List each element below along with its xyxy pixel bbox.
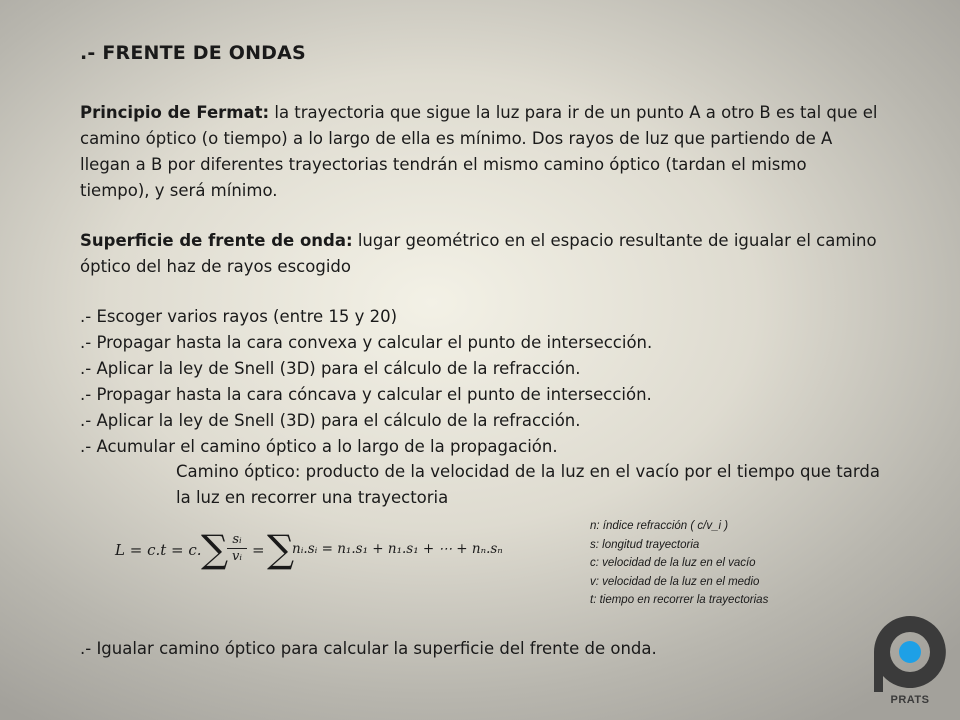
legend-item: t: tiempo en recorrer la trayectorias [590,594,769,606]
step-item: .- Aplicar la ley de Snell (3D) para el cálculo de la refracción. [80,411,581,430]
prats-logo-icon [870,612,950,694]
step-item: .- Acumular el camino óptico a lo largo de la propagación. [80,437,558,456]
steps-list [80,304,880,460]
sum-symbol: ∑ [201,527,229,571]
formula-terms: nᵢ.sᵢ = n₁.s₁ + n₁.s₁ + ⋯ + nₙ.sₙ [292,541,503,557]
prats-logo [870,612,950,716]
legend-item: s: longitud trayectoria [590,538,700,551]
sum-symbol: ∑ [267,527,295,571]
superficie-paragraph [80,228,880,280]
superficie-text: lugar geométrico en el espacio resultante de igualar el camino óptico del haz de rayos escogido [80,231,877,276]
logo-text: PRATS [890,694,930,706]
fermat-text: la trayectoria que sigue la luz para ir de un punto A a otro B es tal que el camino óptico (o tiempo) a lo largo de ella es mínimo. Dos rayos de luz que partiendo de A llegan a B por diferentes trayectorias tendrán el mismo camino óptico (tardan el mismo tiempo), y será mínimo. [80,103,878,200]
step-item: .- Propagar hasta la cara convexa y calcular el punto de intersección. [80,333,653,352]
superficie-label: Superficie de frente de onda: [80,231,353,250]
optical-path-formula [115,525,575,585]
fraction-numerator: sᵢ [232,532,242,547]
legend-item: v: velocidad de la luz en el medio [590,575,760,588]
step-item: .- Escoger varios rayos (entre 15 y 20) [80,307,398,326]
formula-equals: = [252,541,265,559]
final-step: .- Igualar camino óptico para calcular la superficie del frente de onda. [80,639,657,658]
step-item: .- Propagar hasta la cara cóncava y calcular el punto de intersección. [80,385,652,404]
fermat-paragraph [80,100,880,204]
legend-item: c: velocidad de la luz en el vacío [590,557,756,569]
formula-lhs: L = c.t = c. [115,541,202,559]
camino-optico-definition: Camino óptico: producto de la velocidad de la luz en el vacío por el tiempo que tarda la luz en recorrer una trayectoria [176,462,880,507]
slide-title: .- FRENTE DE ONDAS [80,42,306,64]
fraction-denominator: vᵢ [232,549,242,564]
legend-item: n: índice refracción ( c/v_i ) [590,520,729,532]
fermat-label: Principio de Fermat: [80,103,270,122]
step-item: .- Aplicar la ley de Snell (3D) para el cálculo de la refracción. [80,359,581,378]
formula-legend [590,517,768,610]
formula-fraction [225,532,249,565]
